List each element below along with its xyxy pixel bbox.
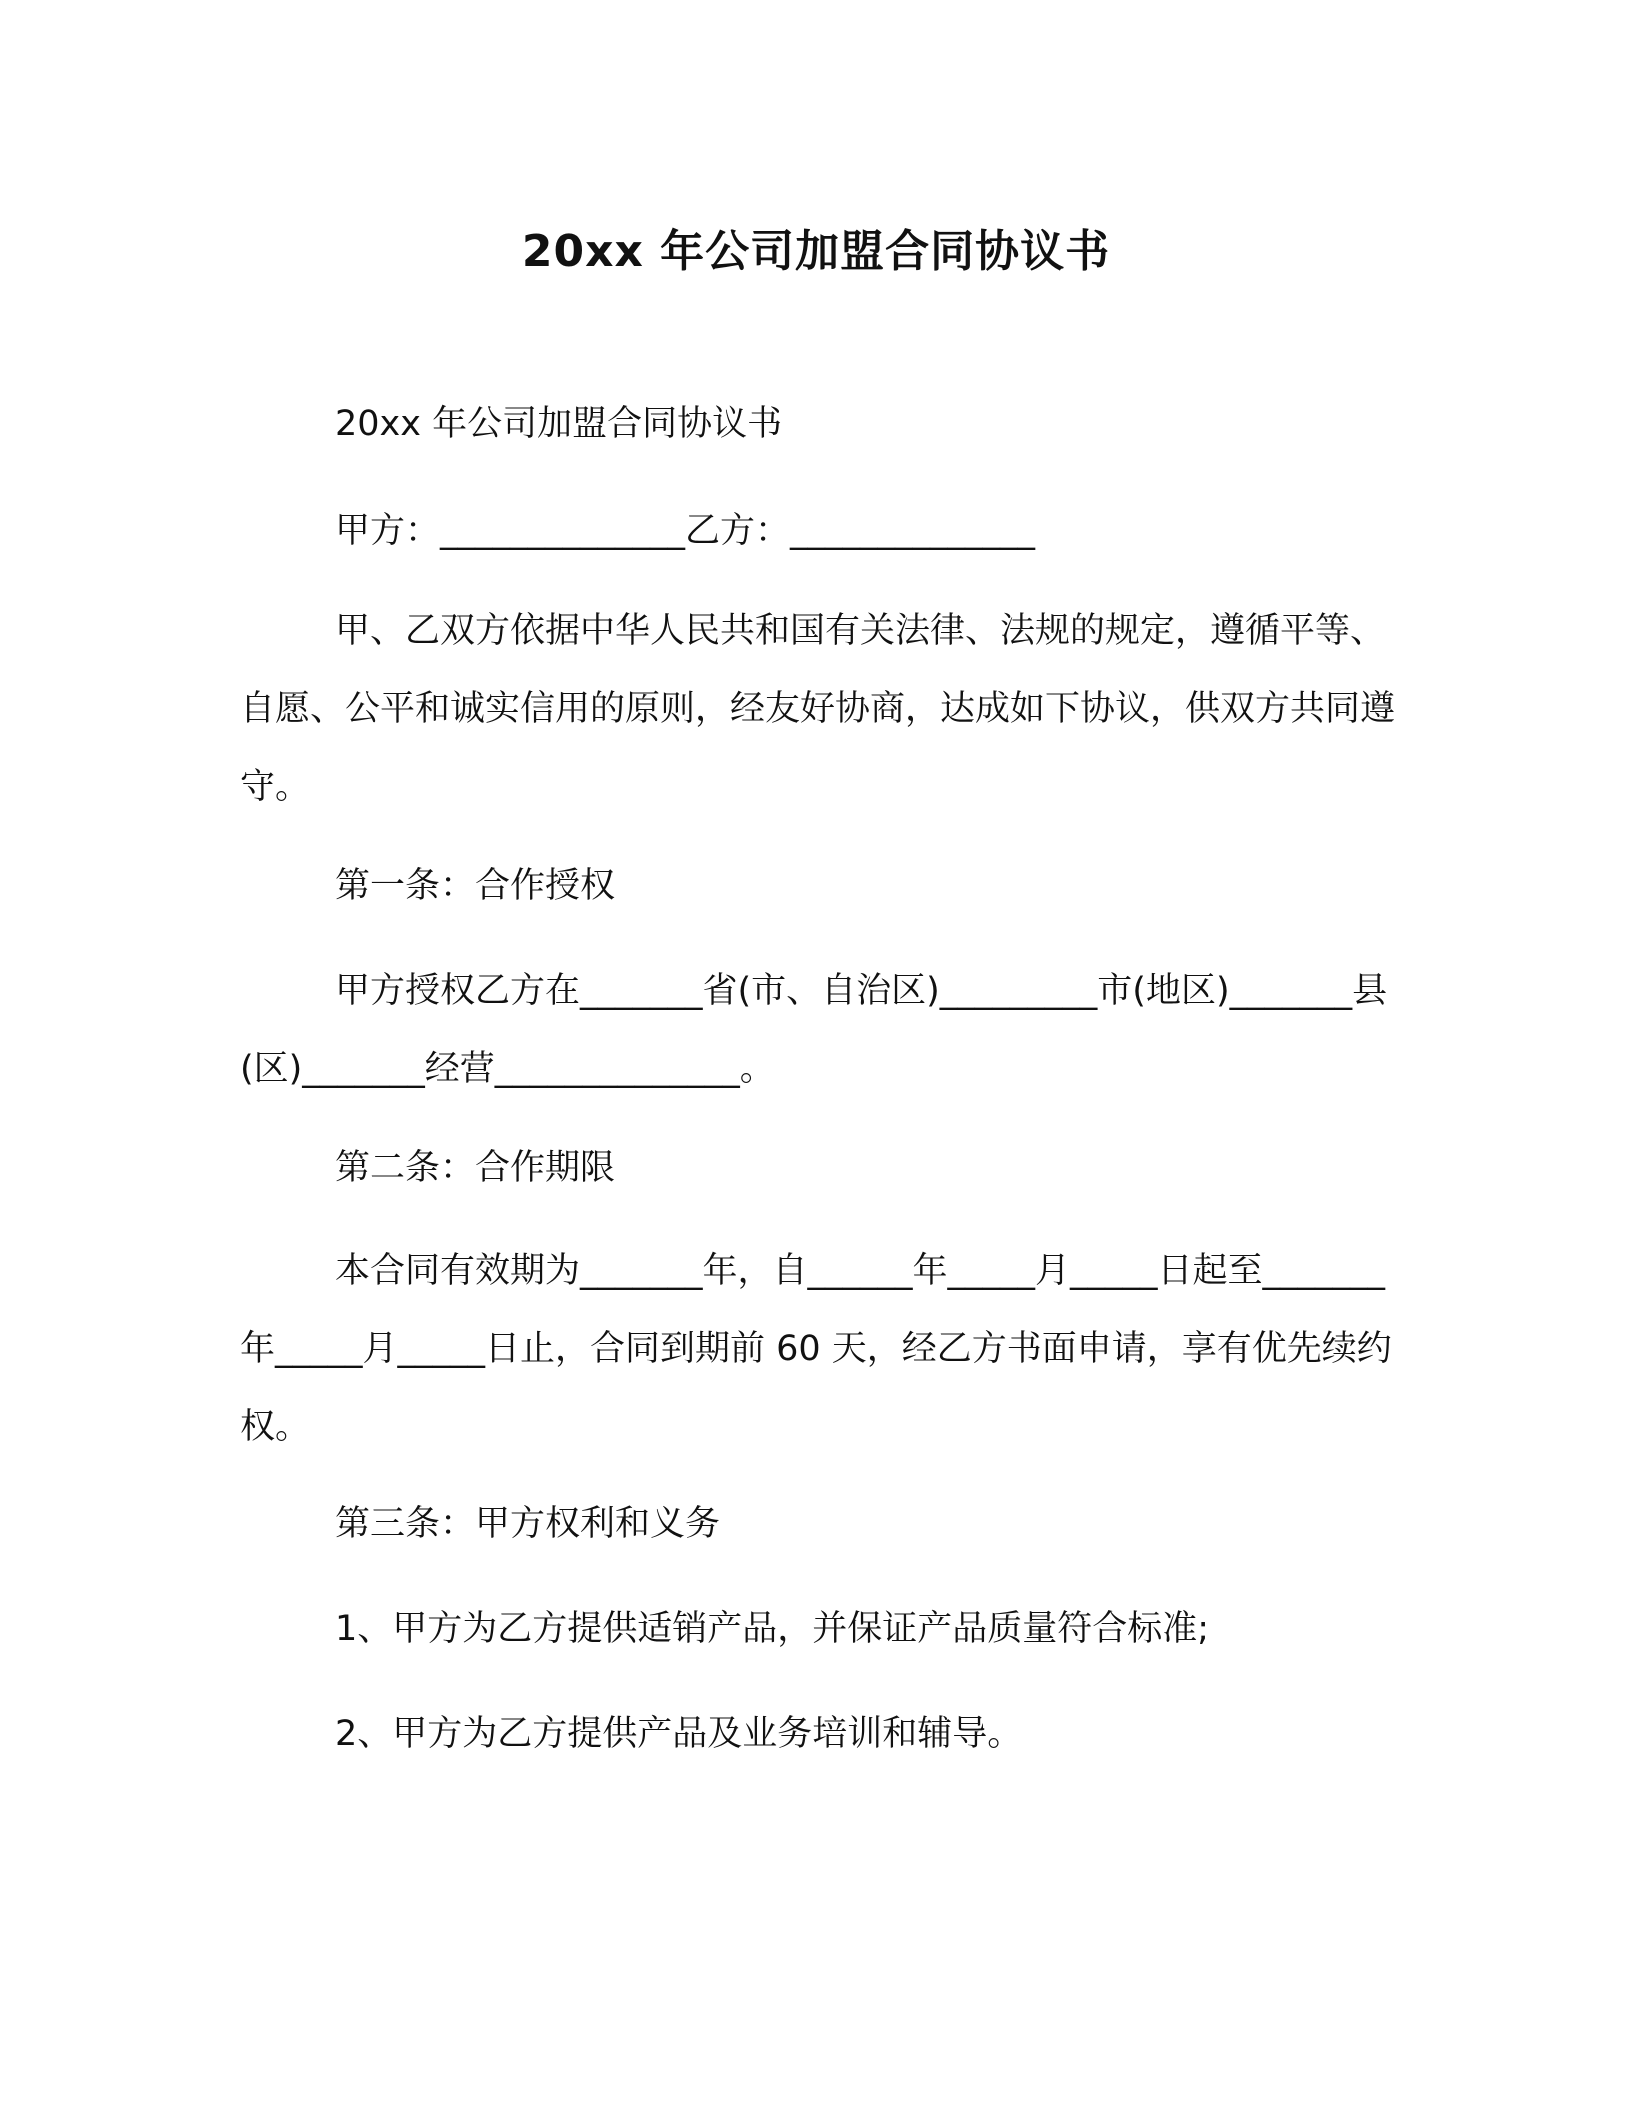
article2-heading: 第二条：合作期限 xyxy=(335,1148,616,1188)
article1-paragraph: 甲方授权乙方在_______省(市、自治区)_________市(地区)_______县(区)_______经营______________。 xyxy=(240,971,1388,1089)
article3-item-2: 2、甲方为乙方提供产品及业务培训和辅导。 xyxy=(335,1714,1023,1754)
article3-heading: 第三条：甲方权利和义务 xyxy=(335,1504,721,1544)
article3-item1-block xyxy=(240,1590,1400,1668)
article2-heading-block xyxy=(240,1129,1400,1207)
parties-section xyxy=(240,492,1400,570)
preamble-section xyxy=(240,592,1400,826)
subtitle-text: 20xx 年公司加盟合同协议书 xyxy=(335,404,783,444)
parties-line: 甲方：______________乙方：______________ xyxy=(335,511,1036,551)
article3-item2-block xyxy=(240,1695,1400,1773)
article2-body-block xyxy=(240,1232,1400,1466)
article3-item-1: 1、甲方为乙方提供适销产品，并保证产品质量符合标准; xyxy=(335,1609,1210,1649)
article1-heading: 第一条：合作授权 xyxy=(335,866,616,906)
article1-heading-block xyxy=(240,847,1400,925)
article3-heading-block xyxy=(240,1485,1400,1563)
document-title: 20xx 年公司加盟合同协议书 xyxy=(521,226,1111,277)
article2-paragraph: 本合同有效期为_______年，自______年_____月_____日起至_______年_____月_____日止，合同到期前 60 天，经乙方书面申请，享有优先续约权。 xyxy=(240,1251,1392,1447)
preamble-paragraph: 甲、乙双方依据中华人民共和国有关法律、法规的规定，遵循平等、自愿、公平和诚实信用的原则，经友好协商，达成如下协议，供双方共同遵守。 xyxy=(240,611,1396,807)
article1-body-block xyxy=(240,952,1400,1108)
document-subtitle xyxy=(240,385,1400,463)
